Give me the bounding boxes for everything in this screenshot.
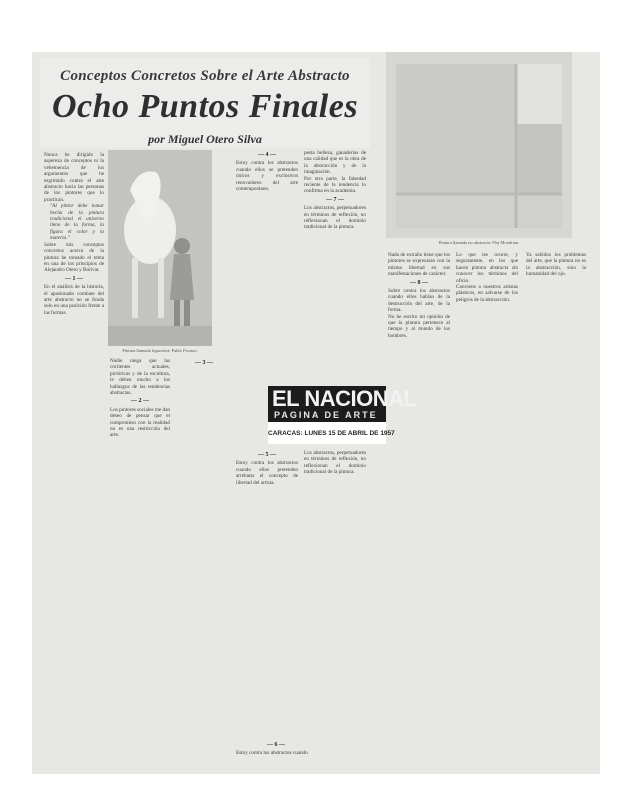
- article-column-6: [456, 252, 518, 402]
- paragraph: Sobre contra los abstractos cuando ellos hablan de la destrucción del arte, de la forma.: [388, 288, 450, 314]
- figurative-painting-image: [108, 150, 212, 346]
- quote: "Al pintor debe tomar hecha de la pintura tradicional el universo lleno de la forma, la figura el color y la materia.": [50, 203, 104, 242]
- figurative-painting-caption: Pintura llamada figurativa: Pablo Picasso.: [122, 348, 198, 353]
- paragraph: Los abstractos, perpetuadores en términos de reflexión, no reflexionan el dominio tradicional de la pintura.: [304, 205, 366, 231]
- paragraph: Los pintores sociales me dan deseo de pensar que el compromiso con la realidad no es una restricción del arte.: [110, 406, 170, 439]
- masthead-section: PAGINA DE ARTE: [274, 410, 378, 420]
- paragraph: Nada de extraño tiene que los pintores se expresaran con la misma libertad en sus manifestaciones de carácter.: [388, 252, 450, 278]
- paragraph: Sobre mis conceptos concretos acerca de la pintura he tomado el tema en una de los principios de Alejandro Otero y Bolívar.: [44, 241, 104, 274]
- article-kicker: Conceptos Concretos Sobre el Arte Abstracto: [60, 68, 350, 84]
- paragraph: Estoy contra los abstractos cuando ellos pretenden arrebatar el concepto de libertad del artista.: [236, 460, 298, 486]
- section-number: — 6 —: [267, 742, 285, 748]
- section-number: — 7 —: [326, 196, 344, 203]
- article-column-4: [304, 150, 366, 380]
- article-column-7: [526, 252, 586, 452]
- article-headline: Ocho Puntos Finales: [51, 88, 359, 125]
- abstract-painting-caption: Pintura llamada no abstracta: Flej Mondrian.: [438, 240, 520, 245]
- masthead-date: CARACAS: LUNES 15 DE ABRIL DE 1957: [268, 430, 395, 437]
- paragraph: Los abstractos, perpetuadores en términos de reflexión, no reflexionan el dominio tradicional de la pintura.: [304, 450, 366, 476]
- article-column-3-tail: [236, 740, 316, 770]
- section-number: — 5 —: [258, 452, 276, 458]
- paragraph: Nunca he dirigido la aspereza de conceptos ni la vehemencia de los argumentos que he esgrimido contra el arte abstracto hacia las personas de los pintores que lo practican.: [44, 152, 104, 203]
- article-column-3: [236, 150, 298, 376]
- newspaper-masthead: [268, 386, 417, 444]
- abstract-painting-image: [386, 52, 572, 238]
- article-column-2: [110, 358, 170, 758]
- masthead-name: EL NACIONAL: [272, 386, 417, 411]
- article-column-5: [388, 252, 450, 372]
- paragraph: Lo que les ocurre, y seguramente, en los que hacen pintura abstracta sin conocer los términos del oficio.: [456, 252, 518, 284]
- section-number: — 2 —: [131, 398, 149, 405]
- section-number: — 1 —: [65, 275, 83, 282]
- article-byline: por Miguel Otero Silva: [148, 132, 262, 146]
- article-column-4-lower: [304, 450, 366, 730]
- section-number: — 4 —: [258, 152, 276, 158]
- section-number: — 8 —: [410, 279, 428, 286]
- paragraph: Estoy contra los abstractos cuando ellos se pretenden únicos y exclusivos renovadores del arte contemporáneo.: [236, 160, 298, 193]
- paragraph: Conviene a nuestros artistas plásticos, en salvarse de los peligros de la abstracción.: [456, 284, 518, 303]
- figurative-painting-photo: [108, 150, 212, 346]
- paragraph: Estoy contra los abstractos cuando: [236, 750, 308, 757]
- paragraph: Nadie niega que las corrientes actuales, pictóricas y de la escultura, le deben mucho a los hallazgos de las tendencias abstractas.: [110, 358, 170, 397]
- abstract-painting-photo: [386, 52, 572, 238]
- paragraph: Ya sabidos los problemas del arte, que la pintura no es la abstracción, sino la humanidad del ojo.: [526, 252, 586, 278]
- paragraph: En el análisis de la historia, el apasionado combate del arte abstracto no se funda solo en una posición frente a las formas.: [44, 284, 104, 316]
- paragraph: pesta belleza, ganaderías de una calidad que es la obra de la abstracción y de la imaginación.: [304, 150, 366, 176]
- article-column-3-lower: [236, 450, 298, 730]
- article-column-2b: [176, 358, 232, 608]
- paragraph: Por otra parte, la falsedad reciente de la tendencia lo confirma en la academia.: [304, 175, 366, 195]
- paragraph: No he escrito mi opinión de que la pintura pertenece al tiempo y al mundo de los hombres.: [388, 313, 450, 339]
- article-column-1: [44, 152, 104, 752]
- section-number: — 3 —: [195, 360, 213, 366]
